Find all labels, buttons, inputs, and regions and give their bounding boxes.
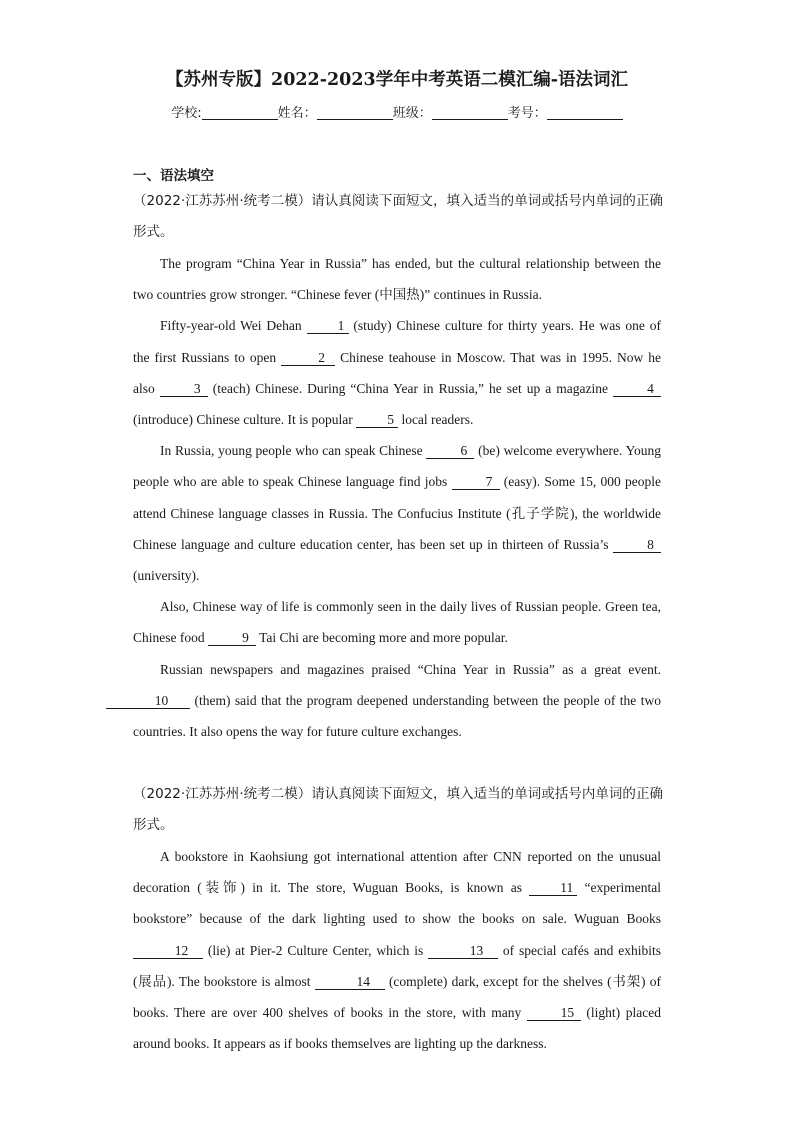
text-run: Russian newspapers and magazines praised “China Year in Russia” as a great event. [160, 661, 661, 677]
text-run: “experimental bookstore” because of the dark lighting used to show the books on sale. Wuguan Books [133, 880, 661, 927]
text-run: Also, Chinese way of life is commonly seen in the daily lives of Russian people. Green tea, Chinese food [133, 599, 661, 646]
text-run: (be) welcome everywhere. Young people who are able to speak Chinese language find jobs [133, 443, 661, 490]
passage1-paragraph-2 [133, 310, 661, 435]
blank-6: 6 [426, 443, 474, 459]
section-heading: 一、语法填空 [133, 168, 214, 184]
blank-10: 10 [106, 693, 190, 709]
blank-8: 8 [613, 537, 661, 553]
passage1-paragraph-3 [133, 435, 661, 591]
text-run: (teach) Chinese. During “China Year in Russia,” he set up a magazine [207, 380, 613, 396]
blank-9: 9 [208, 630, 256, 646]
text-run: A bookstore in Kaohsiung got international attention after CNN reported on the unusual decoration (装饰) in it. The store, Wuguan Books, is known as [133, 849, 661, 896]
text-run: (university). [133, 568, 200, 584]
blank-2: 2 [281, 350, 335, 366]
blank-15: 15 [527, 1005, 581, 1021]
blank-1: 1 [307, 318, 349, 334]
text-run: (easy). Some 15, 000 people attend Chinese language classes in Russia. The Confucius Institute (孔子学院), the worldwide Chinese language and culture education center, has been set up in thirteen of Russia’s [133, 474, 662, 552]
text-run: local readers. [398, 412, 474, 428]
school-blank [202, 105, 278, 120]
blank-13: 13 [428, 943, 498, 959]
class-label: 班级： [392, 106, 432, 121]
text-run: (complete) dark, except for the shelves (书架) of books. There are over 400 shelves of books in the store, with many [133, 973, 661, 1021]
text-run: Chinese teahouse in Moscow. That was in 1995. Now he also [133, 349, 661, 396]
blank-3: 3 [160, 381, 208, 397]
blank-4: 4 [613, 381, 661, 397]
passage1 [133, 248, 661, 747]
name-blank [317, 105, 393, 120]
blank-11: 11 [529, 880, 577, 896]
school-label: 学校: [171, 106, 202, 121]
passage1-source: （2022·江苏苏州·统考二模）请认真阅读下面短文，填入适当的单词或括号内单词的正确形式。 [133, 193, 663, 240]
text-run: In Russia, young people who can speak Chinese [160, 443, 427, 459]
name-label: 姓名： [277, 106, 317, 121]
blank-14: 14 [315, 974, 385, 990]
passage1-paragraph-5 [133, 654, 661, 748]
text-run: (study) Chinese culture for thirty years. He was one of the first Russians to open [133, 318, 661, 365]
passage2 [133, 841, 661, 1059]
text-run: (lie) at Pier-2 Culture Center, which is [203, 942, 429, 958]
blank-7: 7 [452, 474, 500, 490]
passage2-paragraph-1 [133, 841, 661, 1059]
exam-number-label: 考号： [507, 106, 547, 121]
passage1-paragraph-4 [133, 591, 661, 653]
text-run: (light) placed around books. It appears as if books themselves are lighting up the darkness. [133, 1005, 661, 1052]
text-run: (them) said that the program deepened understanding between the people of the two countries. It also opens the way for future culture exchanges. [133, 692, 661, 740]
blank-5: 5 [356, 412, 398, 428]
blank-12: 12 [133, 943, 203, 959]
text-run: Tai Chi are becoming more and more popular. [256, 630, 508, 646]
document-title: 【苏州专版】2022-2023学年中考英语二模汇编-语法词汇 [166, 70, 628, 90]
text-run: Fifty-year-old Wei Dehan [160, 318, 307, 334]
passage2-source: （2022·江苏苏州·统考二模）请认真阅读下面短文，填入适当的单词或括号内单词的正确形式。 [133, 786, 663, 833]
exam-number-blank [547, 105, 623, 120]
text-run: of special cafés and exhibits (展品). The bookstore is almost [133, 942, 661, 989]
passage1-paragraph-1: The program “China Year in Russia” has ended, but the cultural relationship between the two countries grow stronger. “Chinese fever (中国热)” continues in Russia. [133, 256, 661, 303]
student-info-line [0, 102, 794, 121]
class-blank [432, 105, 508, 120]
text-run: (introduce) Chinese culture. It is popular [133, 412, 357, 428]
